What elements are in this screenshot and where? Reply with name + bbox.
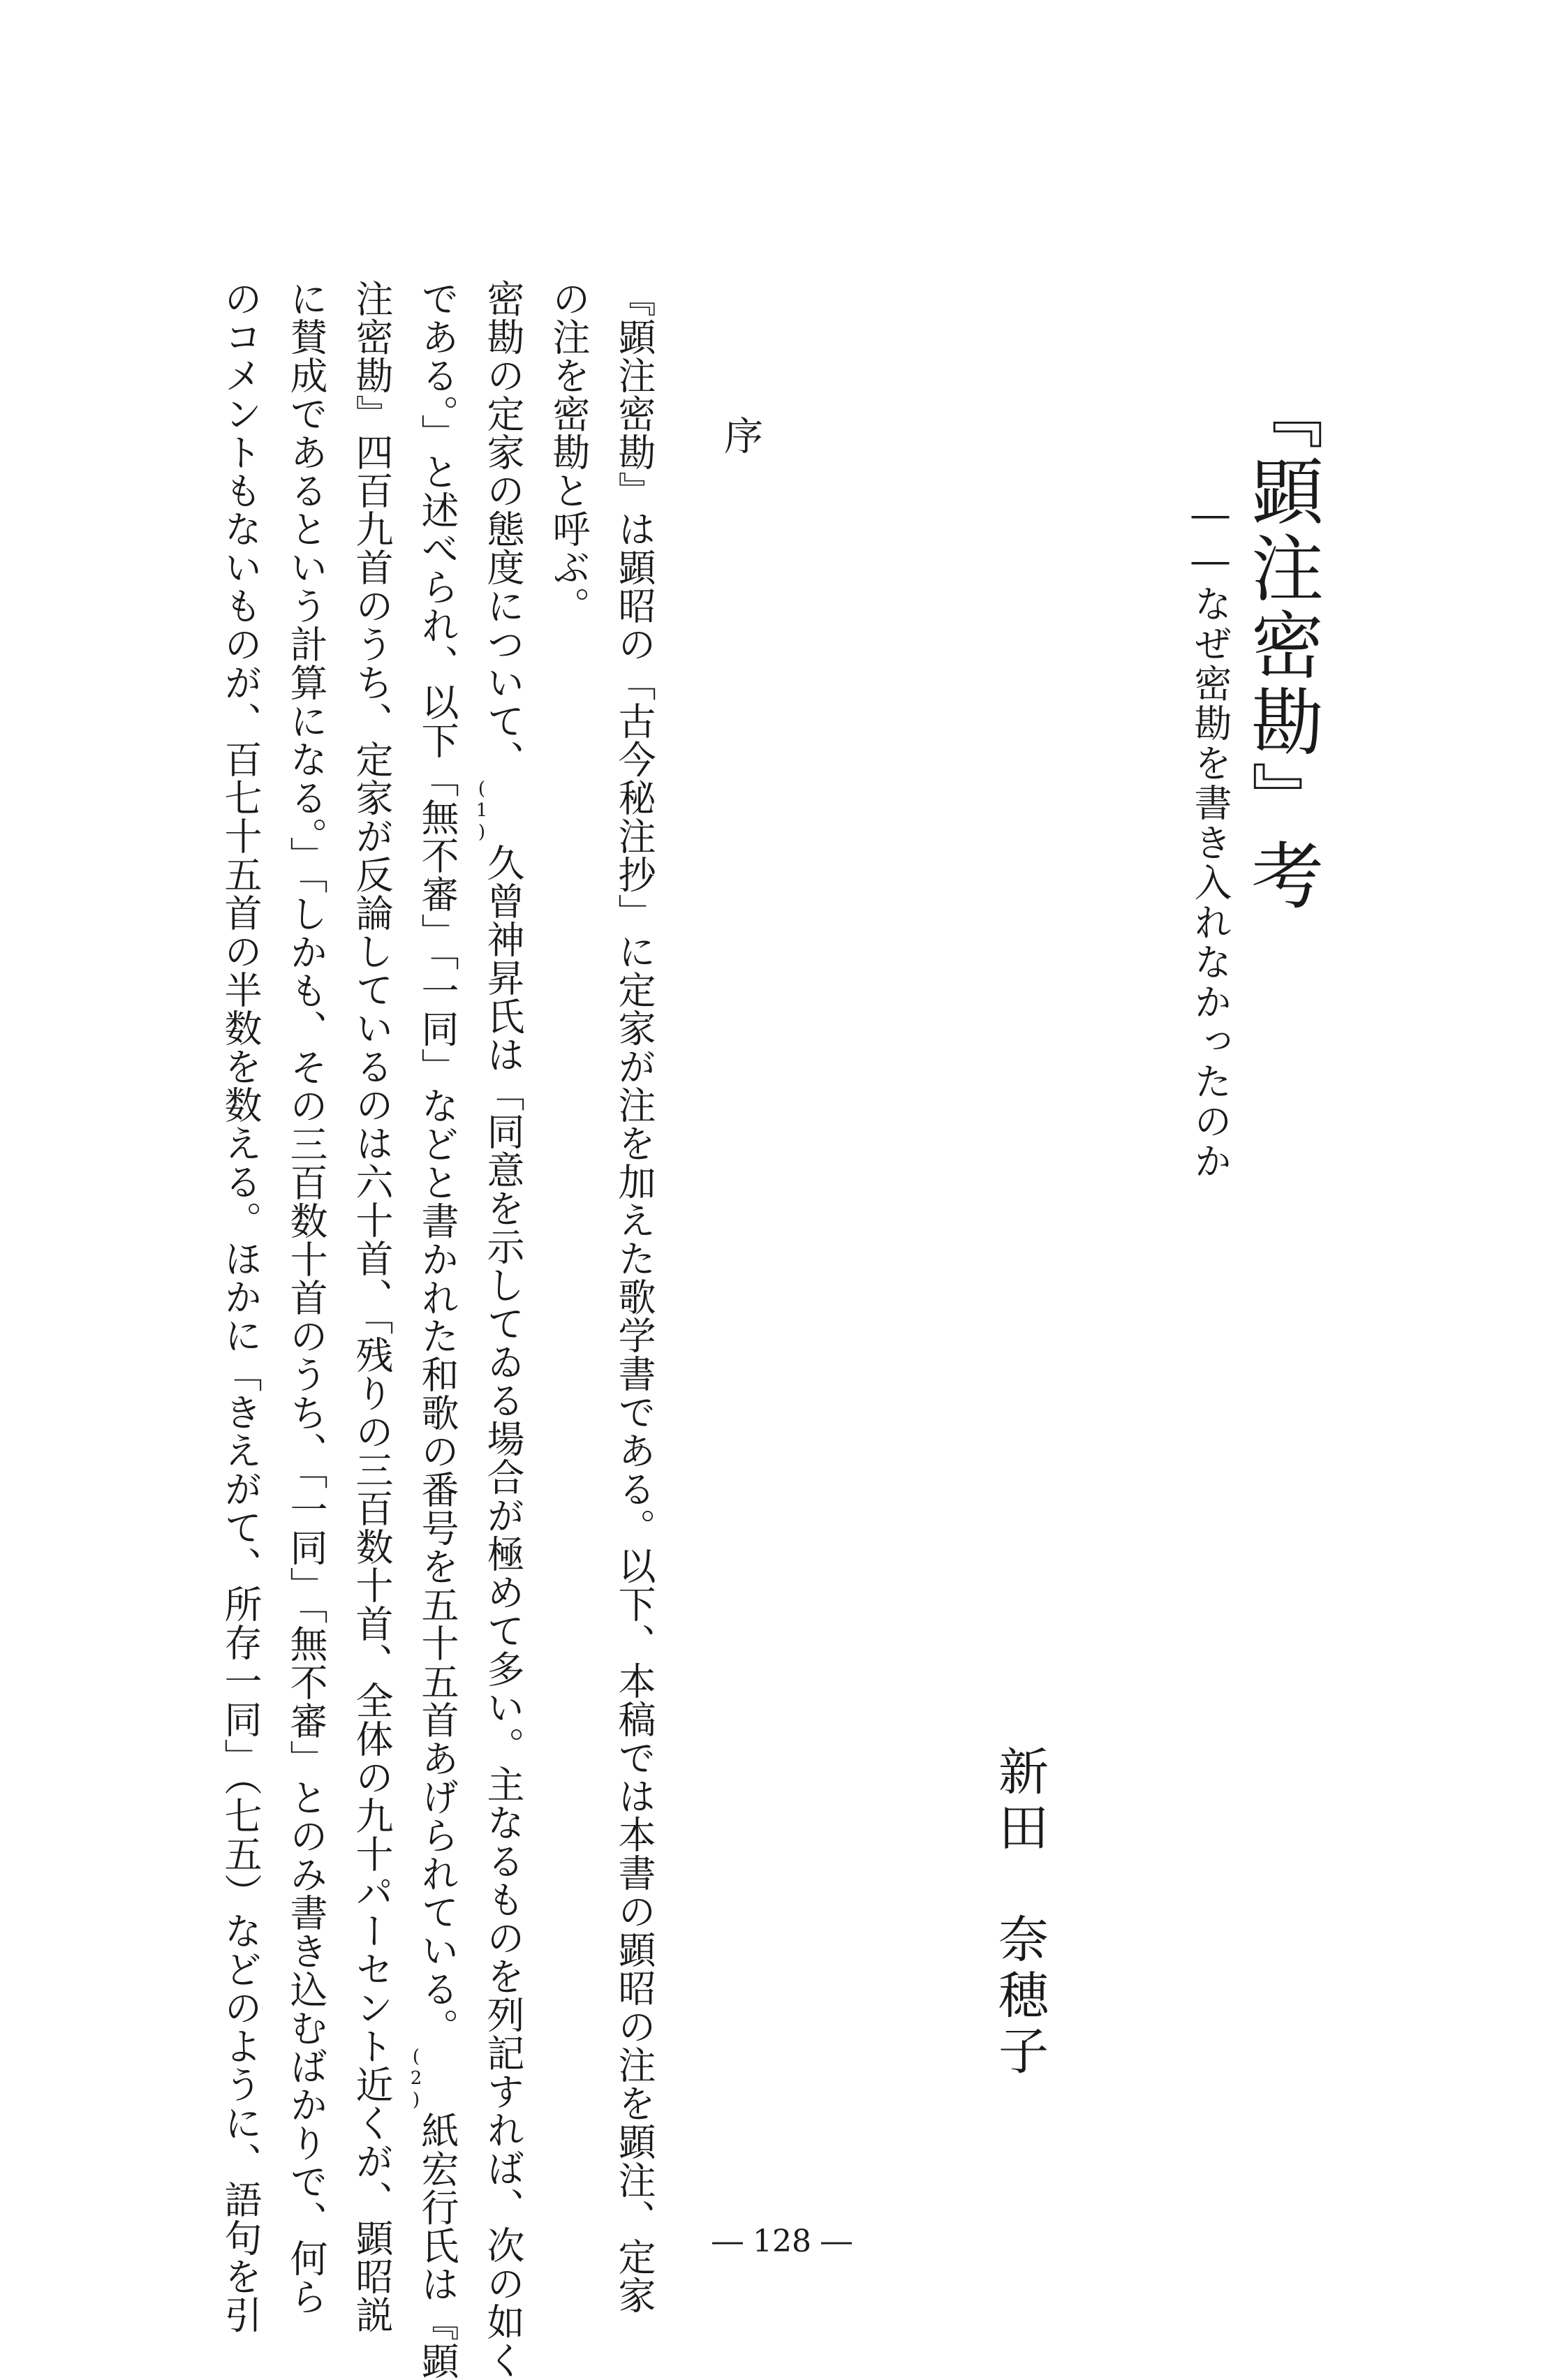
body-line-2: の注を密勘と呼ぶ。 xyxy=(547,279,591,625)
footnote-ref-1: (1) xyxy=(471,778,492,843)
page-number: ― 128 ― xyxy=(712,2224,852,2259)
article-subtitle: ――なぜ密勘を書き入れなかったのか xyxy=(1188,492,1232,1181)
article-title: 『顕注密勘』考 xyxy=(1239,377,1324,915)
body-line-4-part2: 紙宏行氏は『顕 xyxy=(415,2111,459,2380)
body-line-3-part2: 久曾神昇氏は「同意を示してゐる場合が極めて多い。主なるものを列記すれば、次の如く xyxy=(481,843,525,2379)
body-line-7: のコメントもないものが、百七十五首の半数を数える。ほかに「きえがて、所存一同」（七五）などのように、語句を引 xyxy=(219,279,263,2334)
body-line-6: に賛成であるという計算になる。」「しかも、その三百数十首のうち、「一同」「無不審」とのみ書き込むばかりで、何ら xyxy=(284,279,328,2316)
body-line-3-part1: 密勘の定家の態度について、 xyxy=(481,279,525,778)
section-heading: 序 xyxy=(718,415,763,454)
author-name: 新田 奈穂子 xyxy=(990,1745,1049,2080)
body-line-5: 注密勘』四百九首のうち、定家が反論しているのは六十首、「残りの三百数十首、全体の九十パーセント近くが、顕昭説 xyxy=(350,279,394,2334)
body-line-3a xyxy=(471,279,530,2379)
body-line-4 xyxy=(406,279,464,2380)
body-line-1: 『顕注密勘』は顕昭の「古今秘注抄」に定家が注を加えた歌学書である。以下、本稿では本書の顕昭の注を顕注、定家 xyxy=(612,279,656,2314)
body-line-4-part1: である。」と述べられ、以下「無不審」「一同」などと書かれた和歌の番号を五十五首あげられている。 xyxy=(415,279,459,2046)
footnote-ref-2: (2) xyxy=(406,2046,427,2111)
